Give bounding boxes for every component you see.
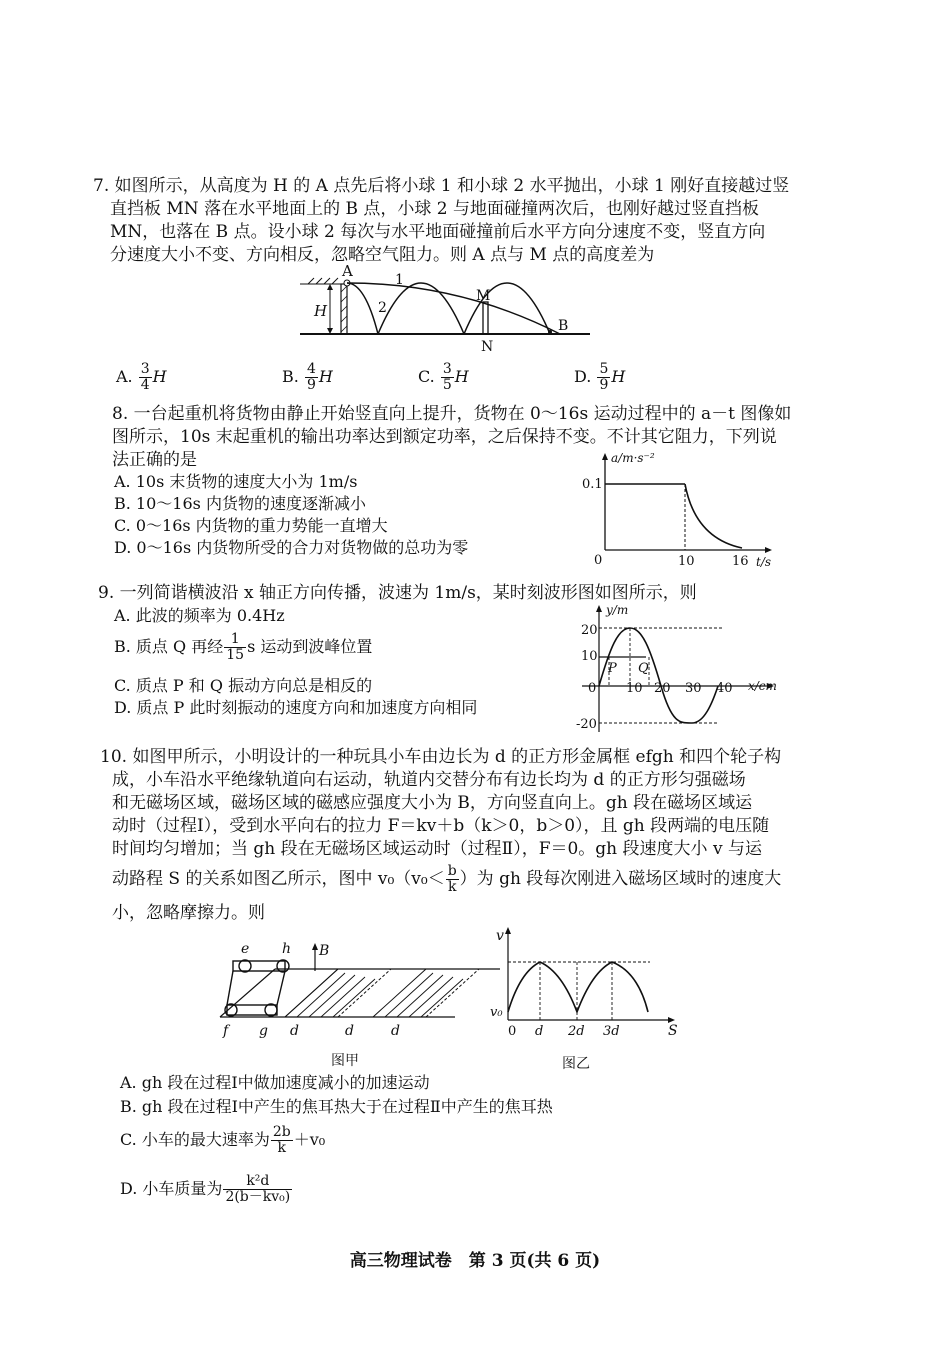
page-footer: 高三物理试卷 第 3 页(共 6 页)	[349, 1251, 601, 1271]
q7-option-b-frac: $\frac{4}{9}$	[306, 361, 316, 393]
q7-option-a[interactable]: A. $\frac{3}{4}$ H	[116, 361, 167, 393]
q10-label-g: g	[259, 1023, 268, 1039]
q7-label-M: M	[476, 288, 491, 304]
q10-figure-jia	[215, 935, 505, 1075]
q8-line-1: 8. 一台起重机将货物由静止开始竖直向上提升，货物在 0～16s 运动过程中的 a－t 图像如	[112, 404, 792, 424]
q10-line-5: 时间均匀增加；当 gh 段在无磁场区域运动时（过程Ⅱ），F＝0。gh 段速度大小 v 与运	[112, 839, 762, 859]
q8-x-tick-10: 10	[678, 554, 695, 569]
q10-fig2-S: S	[668, 1023, 678, 1039]
q7-option-c[interactable]: C. $\frac{3}{5}$ H	[418, 361, 469, 393]
q10-line-3: 和无磁场区域，磁场区域的磁感应强度大小为 B，方向竖直向上。gh 段在磁场区域运	[112, 793, 753, 813]
q7-label-B: B	[558, 318, 569, 334]
q7-option-d-frac: $\frac{5}{9}$	[599, 361, 609, 393]
q8-option-d[interactable]: D. 0～16s 内货物所受的合力对货物做的总功为零	[114, 538, 469, 557]
q7-option-b[interactable]: B. $\frac{4}{9}$ H	[282, 361, 333, 393]
q9-x-40: 40	[716, 681, 733, 696]
q7-line-1: 7. 如图所示，从高度为 H 的 A 点先后将小球 1 和小球 2 水平抛出，小球 1 刚好直接越过竖	[93, 176, 790, 196]
q7-option-d[interactable]: D. $\frac{5}{9}$ H	[574, 361, 626, 393]
q9-ylabel: y/m	[606, 603, 629, 617]
q10-option-d[interactable]: D. 小车质量为 $\frac{\text{k²d}}{\text{2(b－kv₀)}}$	[120, 1173, 291, 1205]
q10-fig2-d: d	[535, 1024, 544, 1039]
q7-label-H: H	[314, 302, 328, 320]
q9-xlabel: x/cm	[748, 679, 777, 693]
q10-label-f: f	[223, 1023, 229, 1039]
q10-fig2-2d: 2d	[568, 1024, 585, 1039]
q9-option-d[interactable]: D. 质点 P 此时刻振动的速度方向和加速度方向相同	[114, 698, 478, 717]
q10-option-b[interactable]: B. gh 段在过程Ⅰ中产生的焦耳热大于在过程Ⅱ中产生的焦耳热	[120, 1097, 553, 1116]
q8-line-2: 图所示，10s 末起重机的输出功率达到额定功率，之后保持不变。不计其它阻力，下列说	[112, 427, 777, 447]
q8-option-a[interactable]: A. 10s 末货物的速度大小为 1m/s	[114, 472, 358, 491]
q10-label-e: e	[241, 941, 250, 957]
q7-label-N: N	[481, 339, 494, 354]
q10-line-1: 10. 如图甲所示，小明设计的一种玩具小车由边长为 d 的正方形金属框 efgh 和四个轮子构	[100, 747, 782, 767]
q10-label-d1: d	[290, 1023, 299, 1039]
q7-option-c-frac: $\frac{3}{5}$	[442, 361, 452, 393]
q9-label-Q: Q	[638, 661, 649, 676]
q10-fig2-3d: 3d	[603, 1024, 620, 1039]
q10-label-d3: d	[391, 1023, 400, 1039]
q10-line-2: 成，小车沿水平绝缘轨道向右运动，轨道内交替分布有边长均为 d 的正方形匀强磁场	[112, 770, 746, 790]
q9-y-neg20: -20	[576, 717, 597, 732]
q9-stem: 9. 一列简谐横波沿 x 轴正方向传播，波速为 1m/s，某时刻波形图如图所示，则	[98, 583, 697, 603]
q9-option-c[interactable]: C. 质点 P 和 Q 振动方向总是相反的	[114, 676, 373, 695]
q10-line-6: 动路程 S 的关系如图乙所示，图中 v₀（v₀＜ $\frac{b}{k}$ ）为 gh 段每次刚进入磁场区域时的速度大	[112, 863, 782, 895]
q10-figure-yi	[490, 922, 690, 1075]
q8-origin: 0	[594, 553, 603, 568]
q7-option-a-frac: $\frac{3}{4}$	[140, 361, 150, 393]
q7-label-ball2: 2	[378, 300, 387, 316]
q9-label-P: P	[608, 661, 617, 676]
q9-origin: 0	[588, 681, 597, 696]
q9-x-10: 10	[626, 681, 643, 696]
q10-fig2-v: v	[496, 928, 504, 944]
q10-fig2-v0: v₀	[490, 1005, 503, 1020]
q8-xlabel: t/s	[756, 555, 772, 569]
q7-line-2: 直挡板 MN 落在水平地面上的 B 点，小球 2 与地面碰撞两次后，也刚好越过竖直挡板	[110, 199, 760, 219]
q9-option-a[interactable]: A. 此波的频率为 0.4Hz	[114, 606, 285, 625]
q10-caption-yi: 图乙	[562, 1056, 590, 1072]
q10-label-B: B	[319, 943, 330, 959]
q9-wave-graph	[572, 600, 782, 738]
q7-label-A: A	[342, 262, 353, 280]
q7-projectile-figure	[290, 262, 600, 354]
q9-x-20: 20	[654, 681, 671, 696]
q9-y-10: 10	[581, 649, 598, 664]
q10-option-a[interactable]: A. gh 段在过程Ⅰ中做加速度减小的加速运动	[120, 1073, 430, 1092]
q8-option-c[interactable]: C. 0～16s 内货物的重力势能一直增大	[114, 516, 388, 535]
q10-fig2-origin: 0	[508, 1024, 517, 1039]
q9-x-30: 30	[685, 681, 702, 696]
q8-x-tick-16: 16	[732, 554, 749, 569]
q10-label-h: h	[282, 941, 292, 957]
q10-line-7: 小，忽略摩擦力。则	[112, 903, 265, 923]
q8-option-b[interactable]: B. 10～16s 内货物的速度逐渐减小	[114, 494, 366, 513]
q10-line-4: 动时（过程Ⅰ），受到水平向右的拉力 F＝kv＋b（k＞0，b＞0），且 gh 段两端的电压随	[112, 816, 770, 836]
q10-label-d2: d	[345, 1023, 354, 1039]
q10-option-c[interactable]: C. 小车的最大速率为 $\frac{2b}{k}$ ＋v₀	[120, 1124, 326, 1156]
q9-y-20: 20	[581, 623, 598, 638]
q7-label-ball1: 1	[395, 272, 404, 288]
q8-line-3: 法正确的是	[112, 450, 197, 470]
q8-y-tick: 0.1	[582, 477, 603, 492]
q10-caption-jia: 图甲	[331, 1053, 359, 1069]
q7-line-3: MN，也落在 B 点。设小球 2 每次与水平地面碰撞前后水平方向分速度不变，竖直方向	[110, 222, 766, 242]
q8-ylabel: a/m·s⁻²	[611, 451, 655, 465]
q8-a-t-graph	[580, 448, 780, 570]
q9-option-b[interactable]: B. 质点 Q 再经 $\frac{1}{15}$ s 运动到波峰位置	[114, 631, 373, 663]
q7-line-4: 分速度大小不变、方向相反，忽略空气阻力。则 A 点与 M 点的高度差为	[110, 245, 655, 265]
